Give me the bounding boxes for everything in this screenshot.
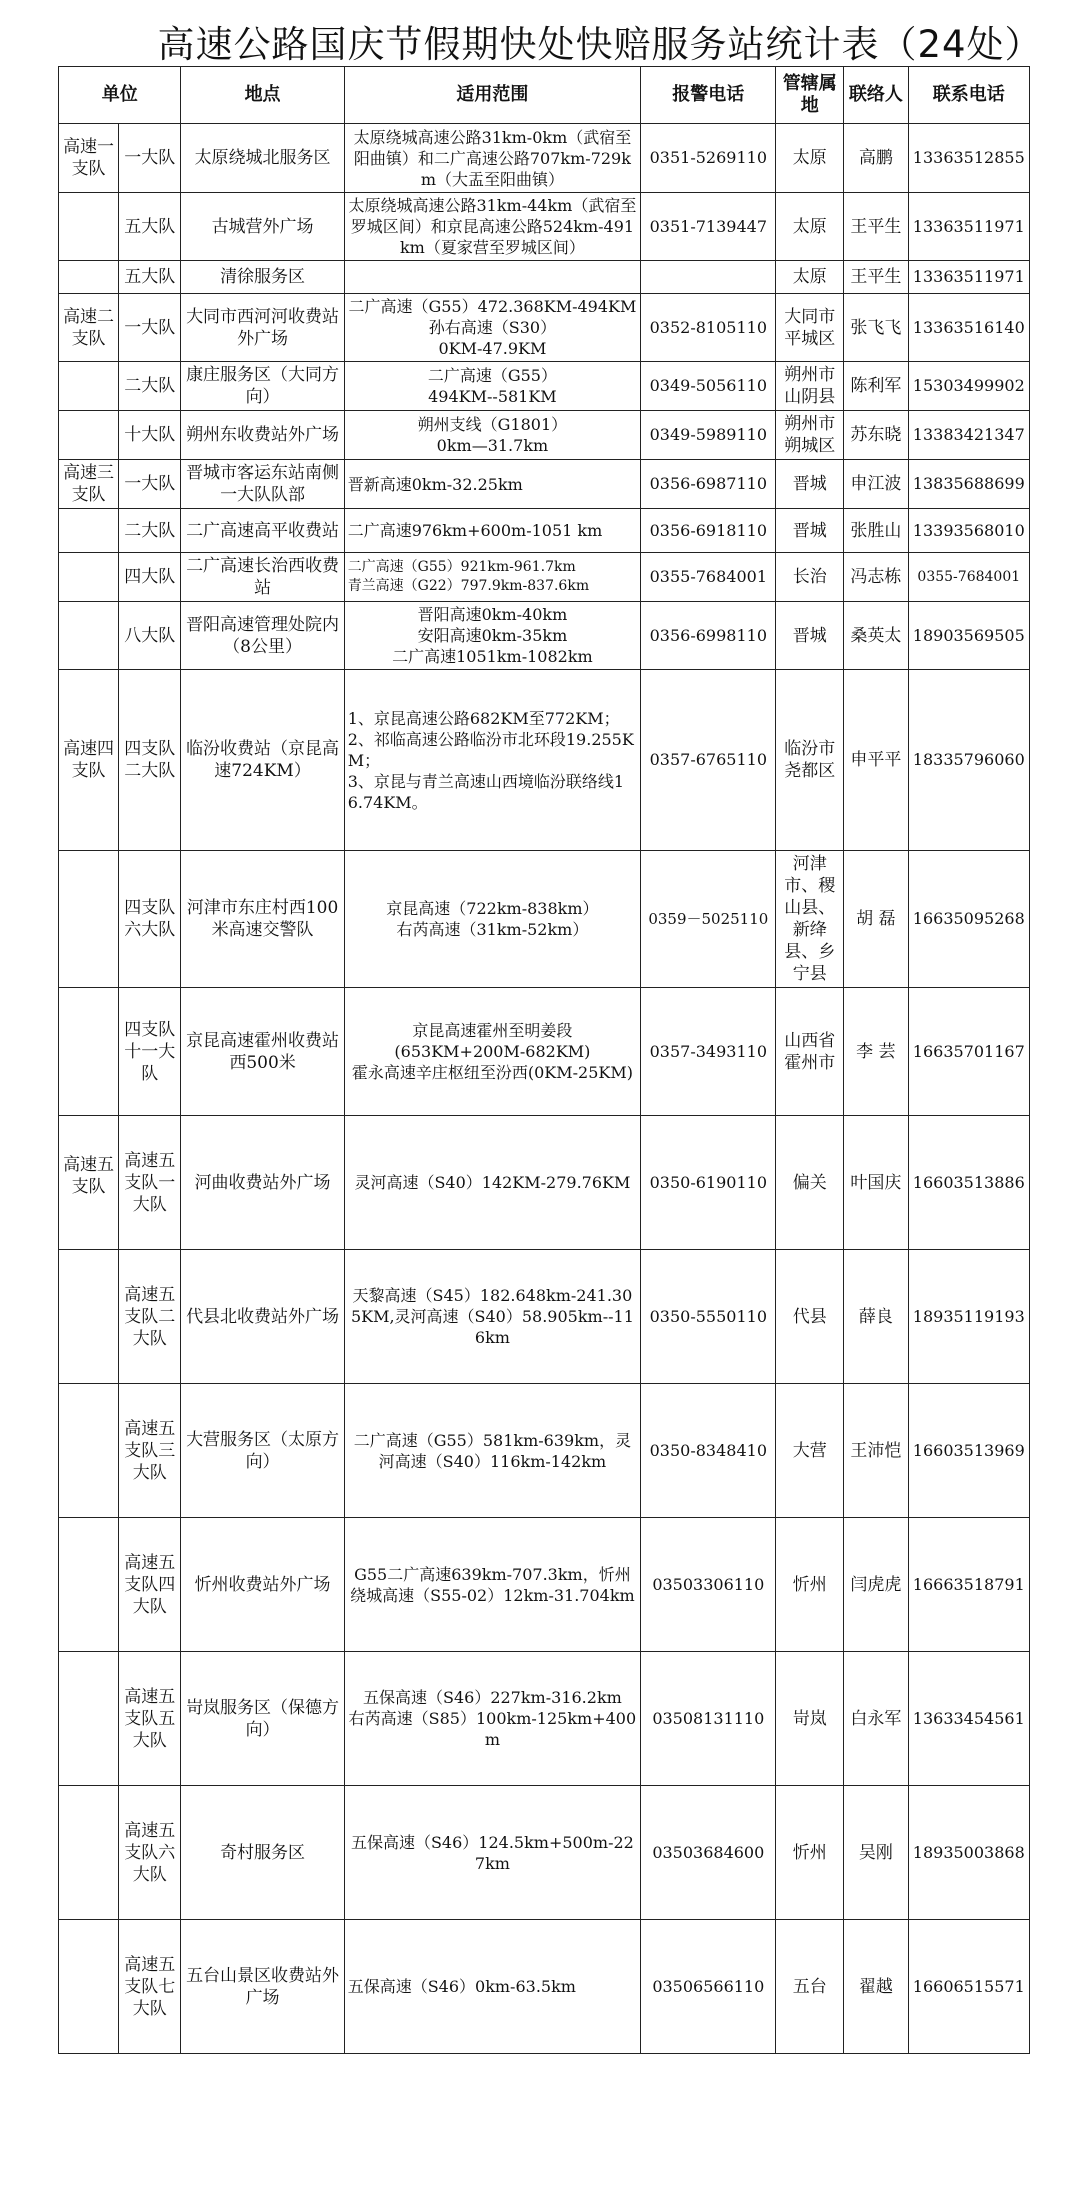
cell-contact: 张胜山 (844, 509, 908, 553)
cell-zhidui (59, 509, 119, 553)
cell-location: 二广高速高平收费站 (181, 509, 344, 553)
cell-contact: 王平生 (844, 261, 908, 294)
header-unit: 单位 (59, 67, 181, 124)
cell-contact-phone: 16603513886 (908, 1116, 1029, 1250)
page-title: 高速公路国庆节假期快处快赔服务站统计表（24处） (157, 23, 1043, 66)
cell-alarm-phone: 0359－5025110 (641, 851, 776, 988)
cell-zhidui (59, 1920, 119, 2054)
cell-contact-phone: 18335796060 (908, 670, 1029, 851)
cell-jurisdiction: 晋城 (776, 509, 844, 553)
cell-alarm-phone: 03508131110 (641, 1652, 776, 1786)
cell-alarm-phone: 0350-8348410 (641, 1384, 776, 1518)
cell-contact: 吴刚 (844, 1786, 908, 1920)
cell-jurisdiction: 太原 (776, 124, 844, 193)
header-location: 地点 (181, 67, 344, 124)
cell-contact: 陈利军 (844, 362, 908, 411)
table-row (59, 1116, 1030, 1250)
cell-scope (344, 261, 640, 294)
cell-jurisdiction: 临汾市尧都区 (776, 670, 844, 851)
cell-jurisdiction: 大营 (776, 1384, 844, 1518)
table-row (59, 1786, 1030, 1920)
cell-location: 康庄服务区（大同方向） (181, 362, 344, 411)
cell-contact-phone: 16663518791 (908, 1518, 1029, 1652)
cell-location: 大营服务区（太原方向） (181, 1384, 344, 1518)
cell-dadui: 二大队 (119, 509, 181, 553)
cell-dadui: 四大队 (119, 553, 181, 602)
cell-contact: 闫虎虎 (844, 1518, 908, 1652)
cell-alarm-phone: 0349-5989110 (641, 411, 776, 460)
cell-location: 朔州东收费站外广场 (181, 411, 344, 460)
table-row (59, 294, 1030, 362)
cell-location: 晋城市客运东站南侧一大队队部 (181, 460, 344, 509)
cell-zhidui (59, 1250, 119, 1384)
cell-alarm-phone: 03503306110 (641, 1518, 776, 1652)
cell-jurisdiction: 五台 (776, 1920, 844, 2054)
header-contact-phone: 联系电话 (908, 67, 1029, 124)
cell-scope: 二广高速（G55）581km-639km，灵河高速（S40）116km-142km (344, 1384, 640, 1518)
cell-zhidui (59, 193, 119, 261)
cell-scope: 太原绕城高速公路31km-0km（武宿至阳曲镇）和二广高速公路707km-729km（大盂至阳曲镇） (344, 124, 640, 193)
table-row (59, 1250, 1030, 1384)
cell-jurisdiction: 忻州 (776, 1786, 844, 1920)
cell-dadui: 四支队二大队 (119, 670, 181, 851)
cell-zhidui (59, 1786, 119, 1920)
cell-jurisdiction: 朔州市山阴县 (776, 362, 844, 411)
cell-contact: 申平平 (844, 670, 908, 851)
cell-contact: 李 芸 (844, 988, 908, 1116)
table-row (59, 1920, 1030, 2054)
cell-contact: 高鹏 (844, 124, 908, 193)
cell-jurisdiction: 大同市平城区 (776, 294, 844, 362)
cell-zhidui (59, 988, 119, 1116)
cell-jurisdiction: 岢岚 (776, 1652, 844, 1786)
cell-scope: 京昆高速（722km-838km） 右芮高速（31km-52km） (344, 851, 640, 988)
cell-contact-phone: 16635095268 (908, 851, 1029, 988)
cell-scope: 五保高速（S46）0km-63.5km (344, 1920, 640, 2054)
cell-dadui: 一大队 (119, 460, 181, 509)
cell-scope: 五保高速（S46）124.5km+500m-227km (344, 1786, 640, 1920)
cell-dadui: 八大队 (119, 602, 181, 670)
cell-dadui: 五大队 (119, 193, 181, 261)
cell-alarm-phone: 0355-7684001 (641, 553, 776, 602)
cell-contact: 叶国庆 (844, 1116, 908, 1250)
cell-zhidui: 高速一支队 (59, 124, 119, 193)
table-row (59, 851, 1030, 988)
table-row (59, 602, 1030, 670)
cell-zhidui (59, 261, 119, 294)
cell-zhidui (59, 553, 119, 602)
cell-zhidui (59, 411, 119, 460)
cell-alarm-phone: 03503684600 (641, 1786, 776, 1920)
cell-location: 代县北收费站外广场 (181, 1250, 344, 1384)
cell-alarm-phone: 0349-5056110 (641, 362, 776, 411)
cell-dadui: 二大队 (119, 362, 181, 411)
table-row (59, 460, 1030, 509)
cell-zhidui (59, 362, 119, 411)
cell-location: 忻州收费站外广场 (181, 1518, 344, 1652)
cell-contact: 申江波 (844, 460, 908, 509)
cell-dadui: 高速五支队七大队 (119, 1920, 181, 2054)
table-row (59, 553, 1030, 602)
cell-scope: 晋阳高速0km-40km 安阳高速0km-35km 二广高速1051km-1082km (344, 602, 640, 670)
cell-contact: 冯志栋 (844, 553, 908, 602)
cell-contact-phone: 13393568010 (908, 509, 1029, 553)
cell-dadui: 一大队 (119, 124, 181, 193)
cell-contact: 张飞飞 (844, 294, 908, 362)
cell-alarm-phone: 0357-3493110 (641, 988, 776, 1116)
cell-location: 河曲收费站外广场 (181, 1116, 344, 1250)
cell-alarm-phone: 0357-6765110 (641, 670, 776, 851)
cell-scope: 京昆高速霍州至明姜段 (653KM+200M-682KM) 霍永高速辛庄枢纽至汾西(0KM-25KM) (344, 988, 640, 1116)
table-row (59, 193, 1030, 261)
cell-jurisdiction: 代县 (776, 1250, 844, 1384)
cell-dadui: 一大队 (119, 294, 181, 362)
cell-scope: 天黎高速（S45）182.648km-241.305KM,灵河高速（S40）58.905km--116km (344, 1250, 640, 1384)
cell-jurisdiction: 晋城 (776, 460, 844, 509)
cell-contact: 王平生 (844, 193, 908, 261)
cell-contact-phone: 18903569505 (908, 602, 1029, 670)
cell-dadui: 高速五支队三大队 (119, 1384, 181, 1518)
cell-location: 河津市东庄村西100米高速交警队 (181, 851, 344, 988)
cell-contact-phone: 13835688699 (908, 460, 1029, 509)
cell-contact-phone: 13363511971 (908, 193, 1029, 261)
table-row (59, 509, 1030, 553)
cell-contact-phone: 13363516140 (908, 294, 1029, 362)
table-row (59, 1518, 1030, 1652)
cell-scope: 灵河高速（S40）142KM-279.76KM (344, 1116, 640, 1250)
table-row (59, 670, 1030, 851)
cell-location: 晋阳高速管理处院内（8公里） (181, 602, 344, 670)
cell-jurisdiction: 晋城 (776, 602, 844, 670)
header-alarm-phone: 报警电话 (641, 67, 776, 124)
cell-scope: 二广高速（G55） 494KM--581KM (344, 362, 640, 411)
cell-location: 大同市西河河收费站外广场 (181, 294, 344, 362)
cell-alarm-phone (641, 261, 776, 294)
cell-dadui: 十大队 (119, 411, 181, 460)
cell-contact-phone: 0355-7684001 (908, 553, 1029, 602)
cell-location: 五台山景区收费站外广场 (181, 1920, 344, 2054)
cell-scope: 二广高速（G55）921km-961.7km 青兰高速（G22）797.9km-837.6km (344, 553, 640, 602)
cell-zhidui: 高速二支队 (59, 294, 119, 362)
table-row (59, 124, 1030, 193)
table-row (59, 411, 1030, 460)
cell-location: 临汾收费站（京昆高速724KM） (181, 670, 344, 851)
cell-contact: 苏东晓 (844, 411, 908, 460)
cell-jurisdiction: 河津市、稷山县、新绛县、乡宁县 (776, 851, 844, 988)
cell-contact-phone: 13383421347 (908, 411, 1029, 460)
cell-location: 京昆高速霍州收费站西500米 (181, 988, 344, 1116)
cell-scope: 晋新高速0km-32.25km (344, 460, 640, 509)
cell-zhidui (59, 851, 119, 988)
cell-location: 奇村服务区 (181, 1786, 344, 1920)
header-jurisdiction: 管辖属地 (776, 67, 844, 124)
cell-zhidui (59, 1384, 119, 1518)
cell-dadui: 高速五支队四大队 (119, 1518, 181, 1652)
cell-contact-phone: 16603513969 (908, 1384, 1029, 1518)
cell-contact-phone: 16606515571 (908, 1920, 1029, 2054)
cell-jurisdiction: 太原 (776, 193, 844, 261)
cell-dadui: 高速五支队五大队 (119, 1652, 181, 1786)
table-row (59, 1652, 1030, 1786)
cell-zhidui: 高速五支队 (59, 1116, 119, 1250)
header-scope: 适用范围 (344, 67, 640, 124)
cell-jurisdiction: 山西省霍州市 (776, 988, 844, 1116)
cell-dadui: 高速五支队六大队 (119, 1786, 181, 1920)
cell-alarm-phone: 0350-6190110 (641, 1116, 776, 1250)
cell-contact-phone: 13363512855 (908, 124, 1029, 193)
cell-jurisdiction: 朔州市朔城区 (776, 411, 844, 460)
cell-contact: 翟越 (844, 1920, 908, 2054)
cell-dadui: 四支队六大队 (119, 851, 181, 988)
cell-contact-phone: 13363511971 (908, 261, 1029, 294)
cell-contact-phone: 13633454561 (908, 1652, 1029, 1786)
cell-location: 清徐服务区 (181, 261, 344, 294)
cell-alarm-phone: 0351-7139447 (641, 193, 776, 261)
header-contact: 联络人 (844, 67, 908, 124)
table-row (59, 1384, 1030, 1518)
cell-alarm-phone: 0352-8105110 (641, 294, 776, 362)
service-station-table (58, 66, 1030, 2054)
cell-contact-phone: 16635701167 (908, 988, 1029, 1116)
cell-contact-phone: 18935003868 (908, 1786, 1029, 1920)
cell-scope: 朔州支线（G1801） 0km—31.7km (344, 411, 640, 460)
cell-jurisdiction: 太原 (776, 261, 844, 294)
cell-contact: 薛良 (844, 1250, 908, 1384)
cell-jurisdiction: 偏关 (776, 1116, 844, 1250)
cell-scope: 二广高速976km+600m-1051 km (344, 509, 640, 553)
cell-zhidui (59, 1652, 119, 1786)
cell-scope: 二广高速（G55）472.368KM-494KM 孙右高速（S30） 0KM-47.9KM (344, 294, 640, 362)
cell-location: 古城营外广场 (181, 193, 344, 261)
cell-jurisdiction: 忻州 (776, 1518, 844, 1652)
table-row (59, 261, 1030, 294)
cell-zhidui (59, 602, 119, 670)
cell-contact: 桑英太 (844, 602, 908, 670)
cell-dadui: 四支队十一大队 (119, 988, 181, 1116)
cell-zhidui: 高速三支队 (59, 460, 119, 509)
cell-contact-phone: 18935119193 (908, 1250, 1029, 1384)
cell-dadui: 高速五支队二大队 (119, 1250, 181, 1384)
cell-scope: 1、京昆高速公路682KM至772KM； 2、祁临高速公路临汾市北环段19.255KM； 3、京昆与青兰高速山西境临汾联络线16.74KM。 (344, 670, 640, 851)
cell-jurisdiction: 长治 (776, 553, 844, 602)
cell-alarm-phone: 0356-6918110 (641, 509, 776, 553)
cell-dadui: 五大队 (119, 261, 181, 294)
cell-alarm-phone: 0350-5550110 (641, 1250, 776, 1384)
cell-contact: 王沛恺 (844, 1384, 908, 1518)
cell-scope: G55二广高速639km-707.3km，忻州绕城高速（S55-02）12km-31.704km (344, 1518, 640, 1652)
cell-zhidui: 高速四支队 (59, 670, 119, 851)
cell-dadui: 高速五支队一大队 (119, 1116, 181, 1250)
cell-scope: 太原绕城高速公路31km-44km（武宿至罗城区间）和京昆高速公路524km-491km（夏家营至罗城区间） (344, 193, 640, 261)
cell-contact-phone: 15303499902 (908, 362, 1029, 411)
header-row (59, 67, 1030, 124)
table-row (59, 362, 1030, 411)
table-row (59, 988, 1030, 1116)
cell-contact: 胡 磊 (844, 851, 908, 988)
cell-location: 二广高速长治西收费站 (181, 553, 344, 602)
cell-alarm-phone: 0351-5269110 (641, 124, 776, 193)
cell-contact: 白永军 (844, 1652, 908, 1786)
cell-alarm-phone: 0356-6998110 (641, 602, 776, 670)
cell-zhidui (59, 1518, 119, 1652)
cell-scope: 五保高速（S46）227km-316.2km 右芮高速（S85）100km-125km+400m (344, 1652, 640, 1786)
cell-location: 岢岚服务区（保德方向） (181, 1652, 344, 1786)
cell-alarm-phone: 03506566110 (641, 1920, 776, 2054)
cell-alarm-phone: 0356-6987110 (641, 460, 776, 509)
cell-location: 太原绕城北服务区 (181, 124, 344, 193)
